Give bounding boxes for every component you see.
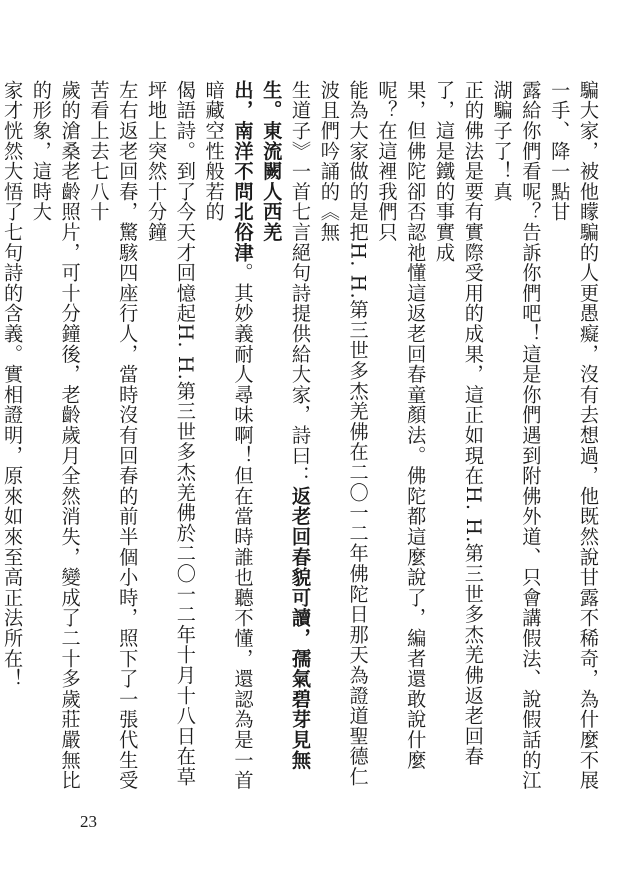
text-run: 歲的滄桑老齡照片，可十分鐘後，老齡歲月全然消失，變成了二十多歲莊嚴無比的形象，這時大 [29,80,82,791]
text-column [141,80,199,802]
text-column [372,80,430,802]
page-number: 23 [80,812,97,831]
body-text [1,80,602,802]
text-run: 正的佛法是要有實際受用的成果，這正如現在H. H.第三世多杰羌佛返老回春了，這是鐵的事實成 [433,80,485,767]
text-column [429,80,487,802]
text-run: 生道子》一首七言絕句詩提供給大家，詩曰： [289,80,313,486]
text-column [0,80,26,802]
text-column [26,80,84,802]
text-run: 。其妙義耐人尋味啊！但在當時誰也聽不懂，還認為是一首暗藏空性般若的 [202,80,255,791]
text-run: 偈語詩。到了今天才回憶起H. H.第三世多杰羌佛於二〇一二年十月十八日在草坪地上突然十分鐘 [145,80,197,787]
text-run: 家才恍然大悟了七句詩的含義。實相證明，原來如來至高正法所在！ [1,80,25,689]
text-run: 能為大家做的是把H. H.第三世多杰羌佛在二〇一二年佛陀日那天為證道聖德仁波且們吟誦的《無 [317,80,370,787]
text-run: 露給你們看呢？告訴你們吧！這是你們遇到附佛外道、只會講假法、說假話的江湖騙子了！真 [490,80,543,791]
text-run: 騙大家，被他矇騙的人更愚癡，沒有去想過，他既然說甘露不稀奇，為什麼不展一手、降一點甘 [548,80,600,791]
text-column [84,80,142,802]
text-column [314,80,372,802]
text-run: 左右返老回春，驚駭四座行人，當時沒有回春的前半個小時，照下了一張代生受苦看上去七八十 [87,80,140,791]
bold-text: 返老回春貌可讀，孺氣碧芽見無生。東流闕人西羌 [260,80,313,771]
text-column [199,80,257,802]
text-run: 果，但佛陀卻否認祂懂這返老回春童顏法。佛陀都這麼說了，編者還敢說什麼呢？在這裡我們只 [375,80,428,771]
text-column [544,80,602,802]
text-column [487,80,545,802]
text-column [256,80,314,802]
bold-text: 出，南洋不問北俗津 [231,80,255,263]
